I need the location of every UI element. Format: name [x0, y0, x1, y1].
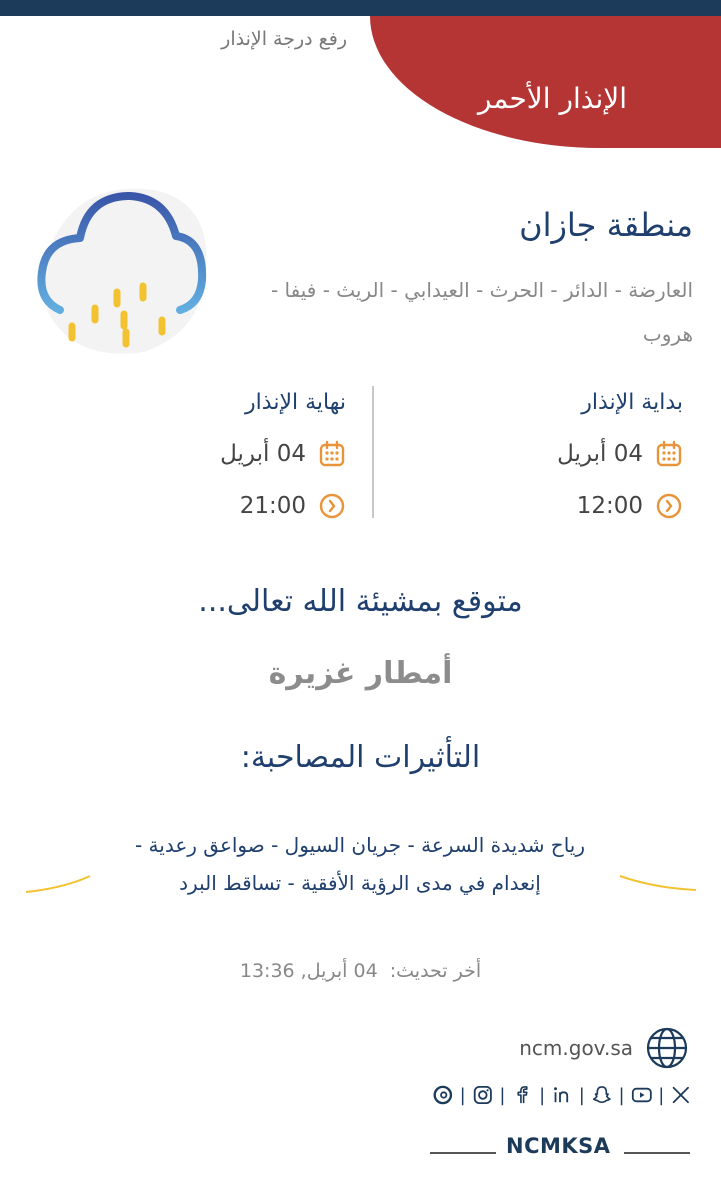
alert-level-banner [370, 16, 721, 148]
decorative-swoosh [24, 872, 104, 896]
clock-icon [655, 492, 683, 520]
linkedin-icon[interactable] [551, 1083, 573, 1107]
calendar-icon [318, 440, 346, 468]
brand-divider [624, 1152, 690, 1154]
snapchat-icon[interactable] [591, 1083, 613, 1107]
last-updated-label: أخر تحديث: [389, 960, 482, 982]
threads-icon[interactable] [432, 1083, 454, 1107]
alert-level-text: الإنذار الأحمر [477, 82, 627, 115]
brand-divider [430, 1152, 496, 1154]
alert-start-label: بداية الإنذار [581, 390, 683, 415]
website-link[interactable]: ncm.gov.sa [519, 1036, 633, 1060]
effects-heading: التأثيرات المصاحبة: [240, 740, 481, 775]
globe-icon[interactable] [645, 1026, 689, 1070]
expected-heading: متوقع بمشيئة الله تعالى... [198, 584, 523, 619]
calendar-icon [655, 440, 683, 468]
effects-text: رياح شديدة السرعة - جريان السيول - صواعق رعدية - إنعدام في مدى الرؤية الأفقية - تساقط البرد [134, 833, 586, 895]
alert-end-date: 04 أبريل [220, 441, 306, 467]
brand-footer [430, 1134, 690, 1164]
alert-end-time: 21:00 [239, 493, 306, 519]
x-icon[interactable] [670, 1083, 692, 1107]
brand-name: NCMKSA [506, 1134, 611, 1158]
region-title: منطقة جازان [519, 206, 693, 244]
raise-level-link[interactable]: رفع درجة الإنذار [221, 28, 347, 50]
last-updated [0, 960, 721, 982]
social-links: | | | | | | [432, 1080, 692, 1110]
alert-start-date: 04 أبريل [557, 441, 643, 467]
clock-icon [318, 492, 346, 520]
youtube-icon[interactable] [631, 1083, 653, 1107]
decorative-swoosh [618, 872, 698, 896]
column-divider [372, 386, 374, 518]
alert-start-time: 12:00 [576, 493, 643, 519]
cloud-rain-icon [34, 182, 214, 362]
alert-end-label: نهاية الإنذار [245, 390, 346, 415]
last-updated-value: 04 أبريل, 13:36 [239, 960, 378, 982]
top-bar [0, 0, 721, 16]
phenomenon-text: أمطار غزيرة [268, 656, 453, 691]
facebook-icon[interactable] [511, 1083, 533, 1107]
region-areas: العارضة - الدائر - الحرث - العيدابي - الريث - فيفا - هروب [270, 278, 693, 346]
instagram-icon[interactable] [472, 1083, 494, 1107]
